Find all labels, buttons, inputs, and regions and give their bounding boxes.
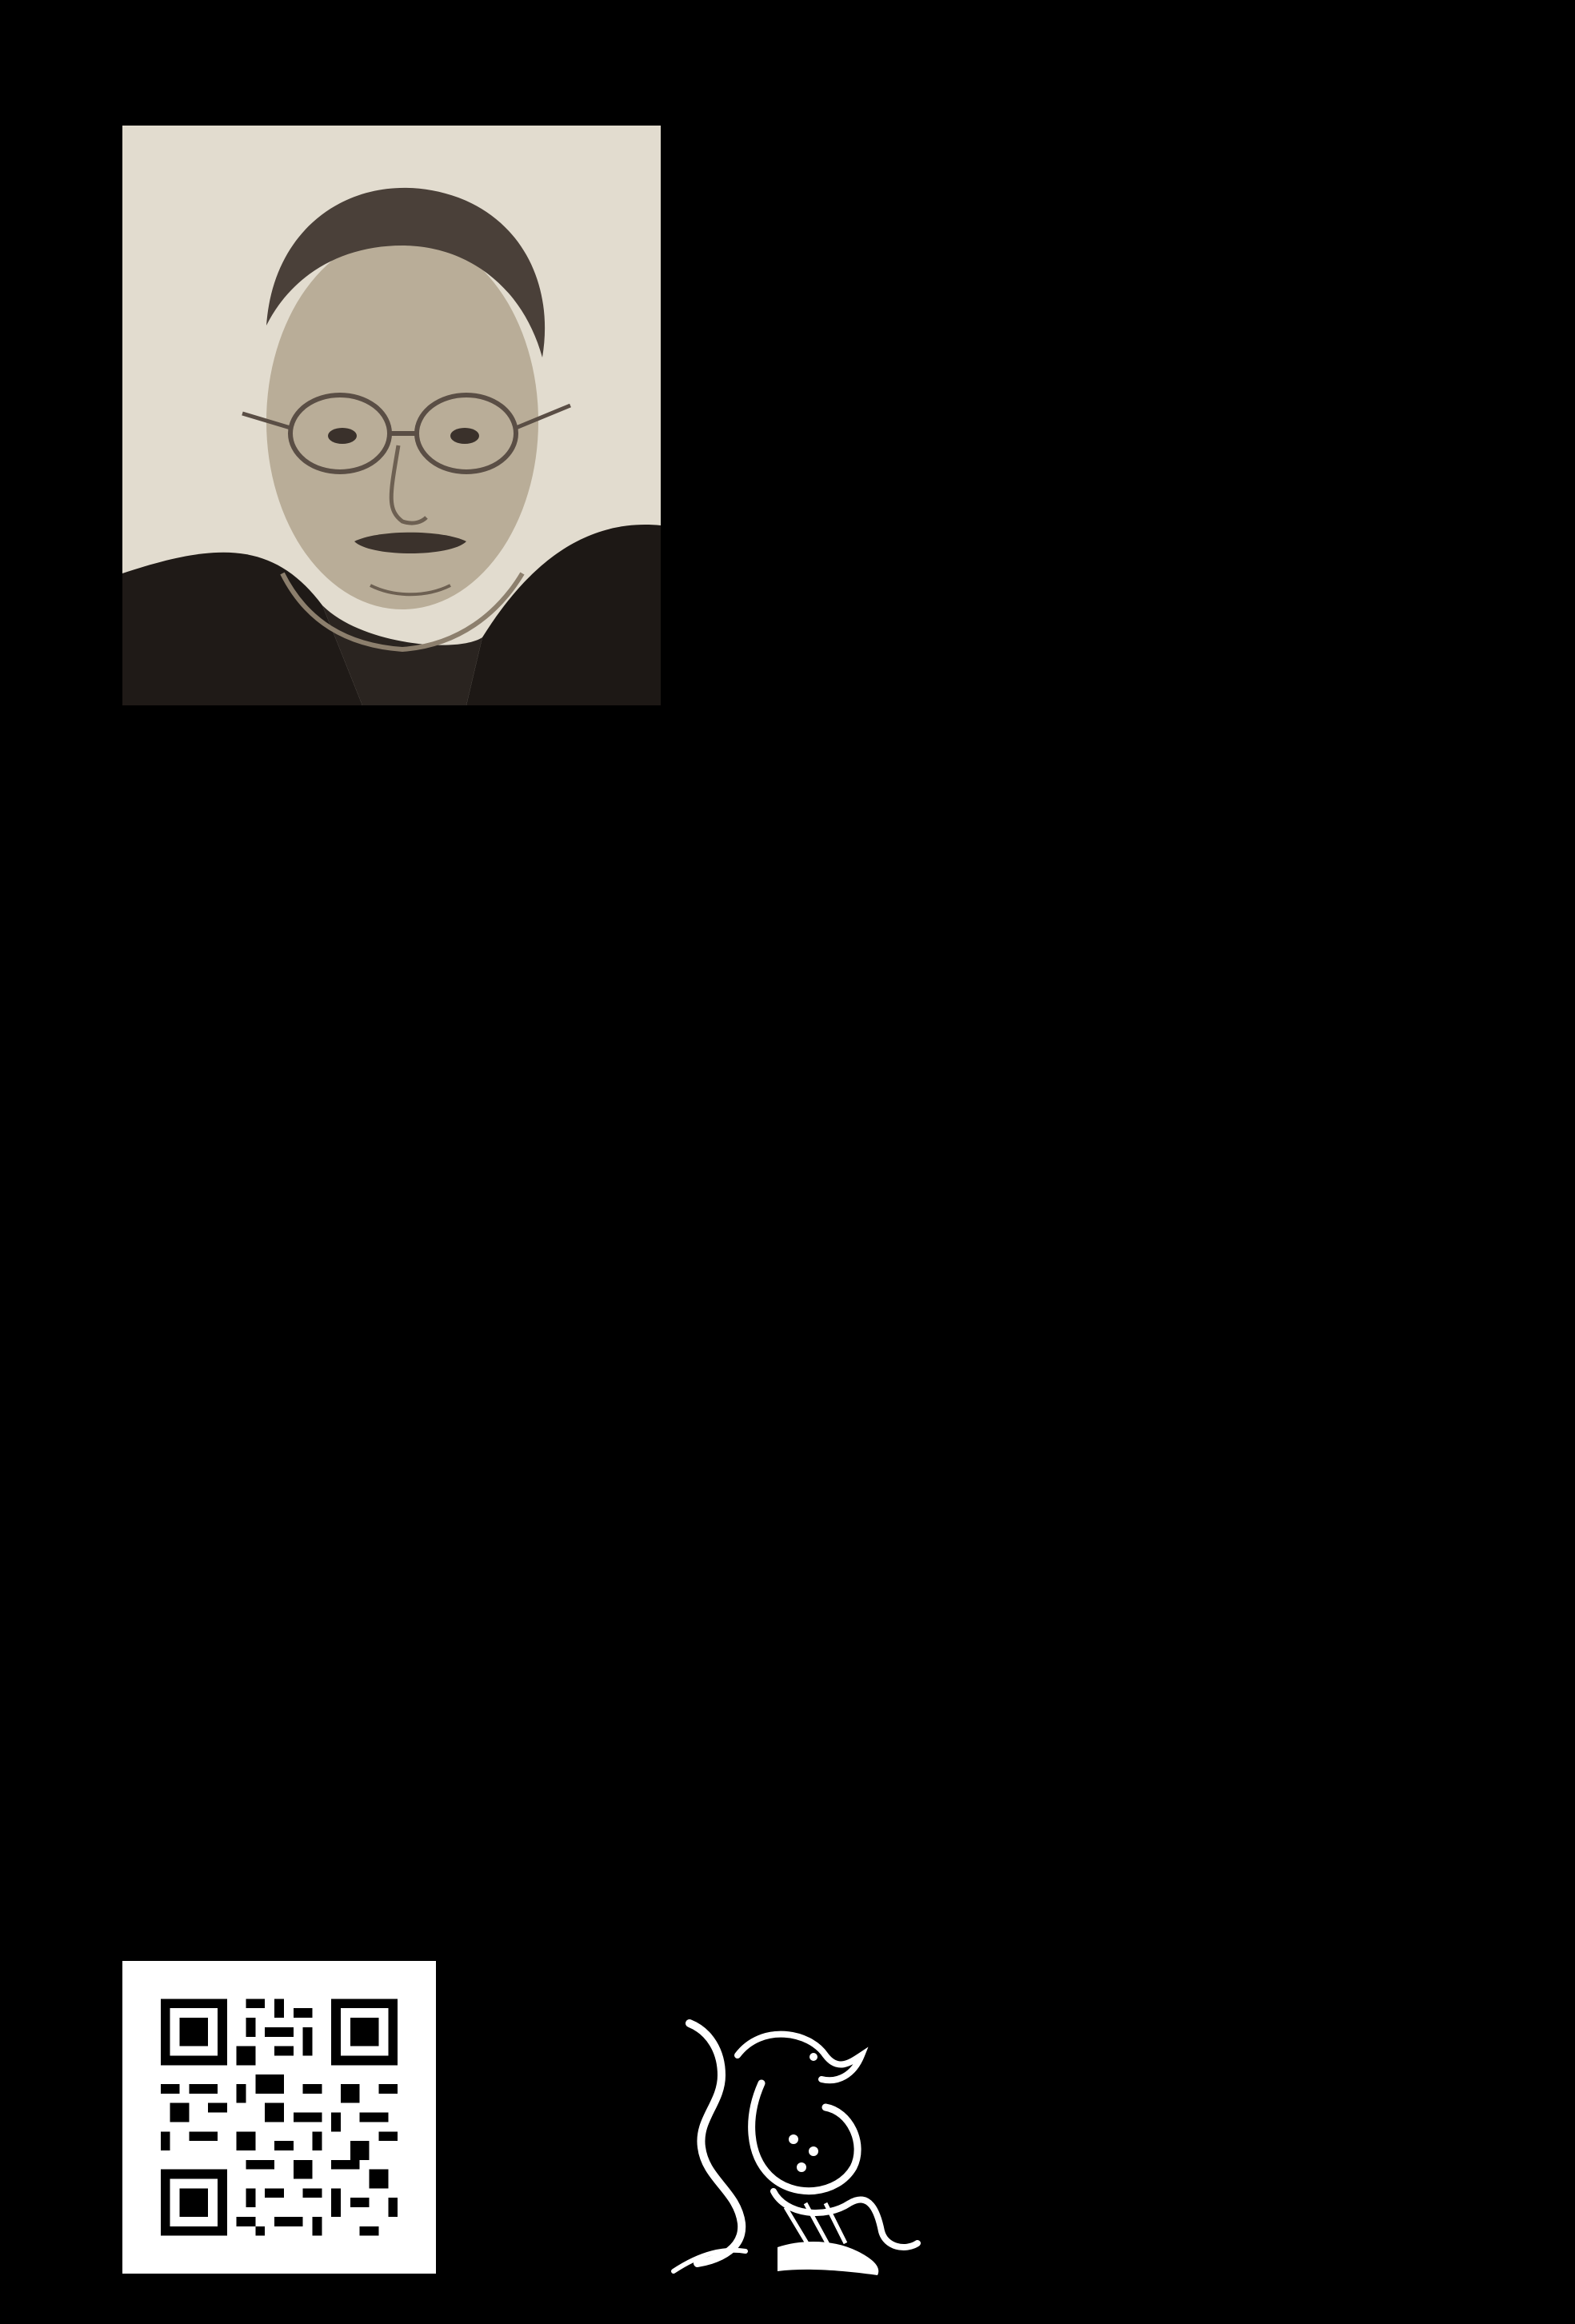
publisher-logo-graphic (666, 2007, 921, 2279)
dragon-logo-icon (666, 2007, 921, 2279)
qr-code-graphic (122, 1961, 436, 2274)
qr-code-icon (122, 1961, 436, 2274)
portrait-spacer (122, 116, 674, 741)
annotation-text (122, 116, 1452, 741)
